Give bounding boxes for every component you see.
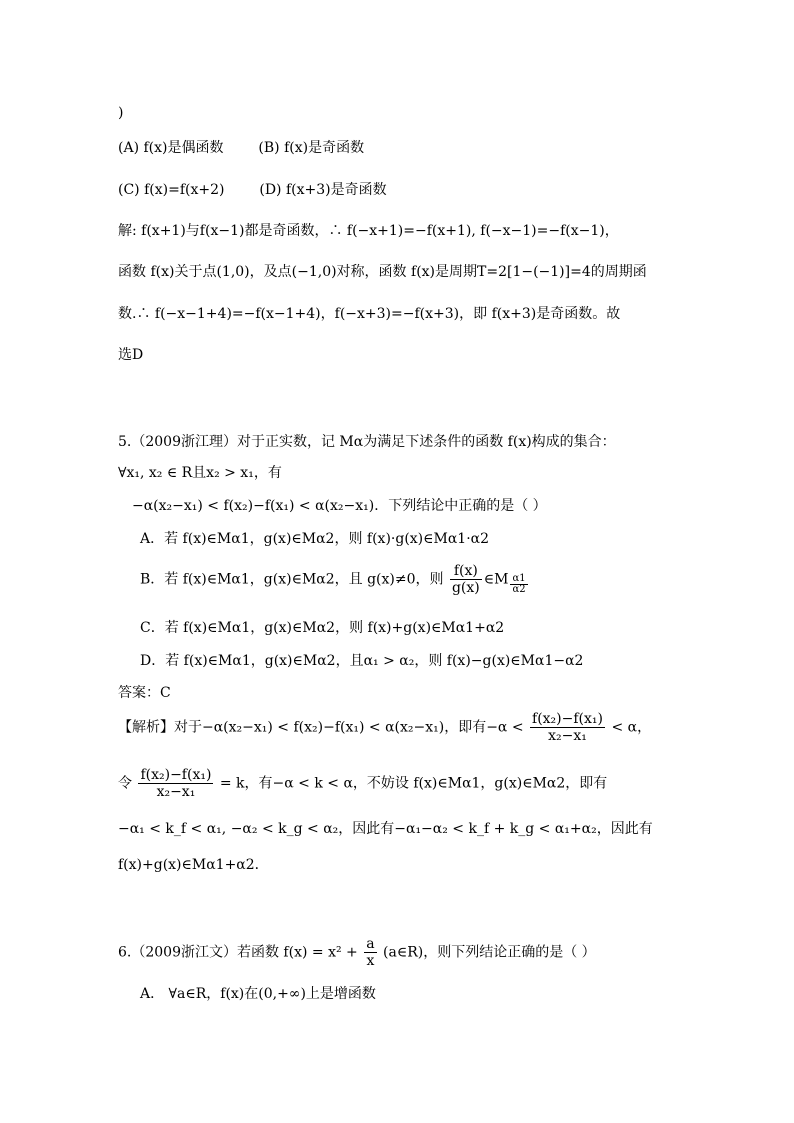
q5-option-b-sub-numerator: α1 [512,572,526,584]
q4-solution-line-3: 数.∴ f(−x−1+4)=−f(x−1+4)，f(−x+3)=−f(x+3)，即 f(x+3)是奇函数。故 [118,306,621,322]
q5-option-b-membership: ∈M [483,571,509,588]
q4-solution-line-2: 函数 f(x)关于点(1,0)，及点(−1,0)对称，函数 f(x)是周期T=2[1−(−1)]=4的周期函 [118,264,647,280]
q5-analysis-2-text: 令 [118,775,132,792]
q4-continuation: ) [118,105,124,121]
q5-analysis-1-numerator: f(x₂)−f(x₁) [532,711,603,727]
q6-stem [118,936,596,969]
q5-analysis-1-fraction [530,711,605,744]
q5-analysis-line-1 [118,711,651,744]
q5-analysis-1-tail: < α， [611,719,652,736]
q6-stem-text: 6.（2009浙江文）若函数 f(x) = x² + [118,944,358,961]
q4-option-a: (A) f(x)是偶函数 [118,140,224,156]
q5-analysis-1-text: 【解析】对于−α(x₂−x₁) < f(x₂)−f(x₁) < α(x₂−x₁)，即有−α < [118,719,524,736]
q5-stem-line-2: ∀x₁, x₂ ∈ R且x₂ > x₁，有 [118,465,282,481]
q5-option-b-denominator: g(x) [451,580,480,596]
q4-option-d: (D) f(x+3)是奇函数 [259,182,387,198]
q5-analysis-2-numerator: f(x₂)−f(x₁) [140,767,212,783]
q4-options-row-2 [118,181,387,199]
q5-analysis-2-denominator: x₂−x₁ [156,784,196,800]
q5-stem-line-3: −α(x₂−x₁) < f(x₂)−f(x₁) < α(x₂−x₁)．下列结论中正确的是（ ） [132,498,547,514]
q5-analysis-2-fraction [138,767,213,800]
q6-option-a: A． ∀a∈R，f(x)在(0,+∞)上是增函数 [140,986,376,1002]
q5-stem-line-1: 5.（2009浙江理）对于正实数，记 Mα为满足下述条件的函数 f(x)构成的集合： [118,434,616,450]
q6-stem-numerator: a [366,936,375,952]
q5-option-b-fraction [450,563,482,596]
q5-option-b [140,563,530,596]
q5-answer: 答案：C [118,685,171,701]
q4-option-b: (B) f(x)是奇函数 [258,140,365,156]
q5-option-b-subscript [510,574,527,595]
q5-option-a: A．若 f(x)∈Mα1，g(x)∈Mα2，则 f(x)·g(x)∈Mα1·α2 [140,531,490,547]
q5-option-d: D．若 f(x)∈Mα1，g(x)∈Mα2，且α₁ > α₂，则 f(x)−g(x)∈Mα1−α2 [140,653,584,669]
q4-option-c: (C) f(x)=f(x+2) [118,182,225,198]
q4-solution-line-1: 解: f(x+1)与f(x−1)都是奇函数，∴ f(−x+1)=−f(x+1), f(−x−1)=−f(x−1)， [118,223,619,239]
q4-solution-line-4: 选D [118,347,144,363]
q5-option-b-sub-denominator: α2 [512,583,526,595]
q5-option-c: C．若 f(x)∈Mα1，g(x)∈Mα2，则 f(x)+g(x)∈Mα1+α2 [140,620,505,636]
q5-option-b-text: B．若 f(x)∈Mα1，g(x)∈Mα2，且 g(x)≠0，则 [140,571,444,588]
q5-option-b-numerator: f(x) [450,563,482,580]
q6-stem-tail: (a∈R)，则下列结论正确的是（ ） [383,944,596,961]
q5-analysis-line-4: f(x)+g(x)∈Mα1+α2． [118,857,269,873]
q4-options-row-1 [118,139,364,157]
q5-analysis-2-tail: = k，有−α < k < α，不妨设 f(x)∈Mα1，g(x)∈Mα2，即有 [219,775,608,792]
q5-analysis-line-3: −α₁ < k_f < α₁, −α₂ < k_g < α₂，因此有−α₁−α₂ < k_f + k_g < α₁+α₂，因此有 [118,821,653,837]
q6-stem-denominator: x [366,953,375,969]
q5-analysis-1-denominator: x₂−x₁ [548,728,587,744]
q5-analysis-line-2 [118,767,607,800]
q6-stem-fraction [364,936,376,969]
